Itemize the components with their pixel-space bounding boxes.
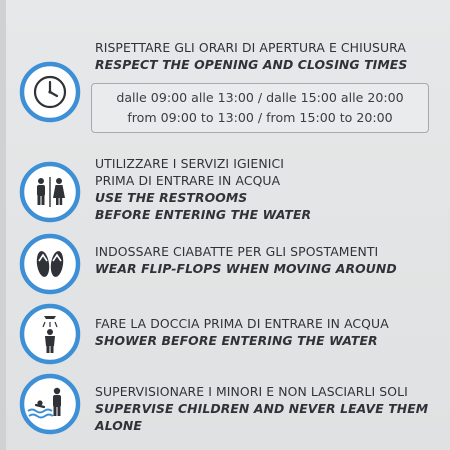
rule-restroom-text: [95, 155, 444, 223]
flip-flops-icon: [19, 233, 81, 295]
rule-italian-line: FARE LA DOCCIA PRIMA DI ENTRARE IN ACQUA: [95, 316, 389, 331]
hours-english: from 09:00 to 13:00 / from 15:00 to 20:00: [127, 110, 393, 125]
rule-english-line: USE THE RESTROOMS: [95, 190, 248, 205]
rule-italian-line: UTILIZZARE I SERVIZI IGIENICI: [95, 156, 284, 171]
rule-english-line: SUPERVISE CHILDREN AND NEVER LEAVE THEM: [95, 401, 429, 416]
rule-english-line: ALONE: [95, 418, 142, 433]
rule-supervise-text: [95, 383, 444, 434]
rule-english-line: WEAR FLIP-FLOPS WHEN MOVING AROUND: [95, 261, 397, 276]
shower-icon: [19, 303, 81, 365]
rule-english-line: BEFORE ENTERING THE WATER: [95, 207, 312, 222]
clock-icon: [19, 61, 81, 123]
rule-italian-line: PRIMA DI ENTRARE IN ACQUA: [95, 173, 281, 188]
rule-italian-line: RISPETTARE GLI ORARI DI APERTURA E CHIUSURA: [95, 40, 406, 55]
restroom-icon: [19, 161, 81, 223]
rule-clock-text: [95, 39, 444, 73]
rule-italian-line: INDOSSARE CIABATTE PER GLI SPOSTAMENTI: [95, 244, 379, 259]
rule-flip-flops-text: [95, 243, 444, 277]
rule-english-line: SHOWER BEFORE ENTERING THE WATER: [95, 333, 378, 348]
rule-italian-line: SUPERVISIONARE I MINORI E NON LASCIARLI SOLI: [95, 384, 408, 399]
rule-english-line: RESPECT THE OPENING AND CLOSING TIMES: [95, 57, 408, 72]
opening-hours-box: [91, 83, 429, 133]
hours-italian: dalle 09:00 alle 13:00 / dalle 15:00 alle 20:00: [116, 90, 404, 105]
supervise-children-icon: [19, 373, 81, 435]
rule-shower-text: [95, 315, 444, 349]
